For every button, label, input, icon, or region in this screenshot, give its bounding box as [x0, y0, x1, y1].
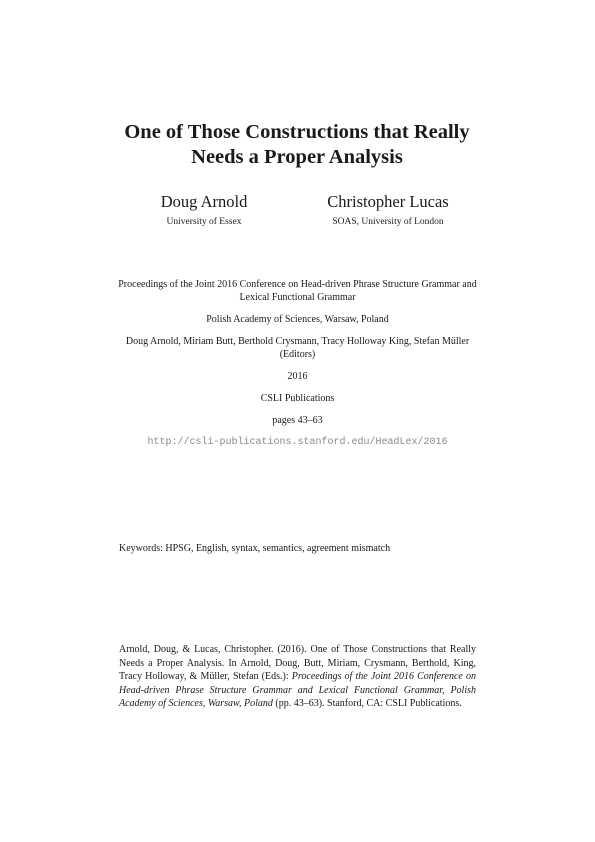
author-2: [278, 192, 498, 229]
citation-pages-publisher: (pp. 43–63). Stanford, CA: CSLI Publications.: [272, 698, 462, 710]
keywords: Keywords: HPSG, English, syntax, semantics, agreement mismatch: [119, 543, 391, 554]
publication-year: 2016: [287, 371, 308, 382]
citation-authors-title: Arnold, Doug, & Lucas, Christopher. (2016). One of Those Constructions that Really Needs a Proper Analysis. In Arnold, Doug, Butt, Miriam, Crysmann, Berthold, King, Tracy Holloway, & Müller, Stefan (Eds.):: [119, 644, 476, 683]
title-line-1: One of Those Constructions that Really: [124, 121, 470, 143]
citation: [119, 643, 476, 711]
conference-venue: Polish Academy of Sciences, Warsaw, Poland: [206, 314, 389, 325]
citation-proceedings-title: Proceedings of the Joint 2016 Conference on Head-driven Phrase Structure Grammar and Lexical Functional Grammar, Polish Academy of Sciences, Warsaw, Poland: [119, 671, 476, 710]
author-name: Doug Arnold: [160, 192, 248, 211]
paper-title: [97, 120, 497, 170]
author-affiliation: SOAS, University of London: [332, 217, 444, 227]
author-affiliation: University of Essex: [166, 217, 242, 227]
editors: Doug Arnold, Miriam Butt, Berthold Crysmann, Tracy Holloway King, Stefan Müller (Editors): [125, 336, 470, 360]
proceedings-name: Proceedings of the Joint 2016 Conference on Head-driven Phrase Structure Grammar and Lexical Functional Grammar: [118, 279, 477, 303]
author-block: [0, 192, 595, 232]
author-name: Christopher Lucas: [327, 192, 449, 211]
proceedings-url-link[interactable]: http://csli-publications.stanford.edu/HeadLex/2016: [147, 437, 448, 448]
publisher: CSLI Publications: [260, 393, 335, 404]
publication-info: [110, 278, 485, 458]
page-range: pages 43–63: [272, 415, 323, 426]
title-line-2: Needs a Proper Analysis: [191, 146, 403, 168]
